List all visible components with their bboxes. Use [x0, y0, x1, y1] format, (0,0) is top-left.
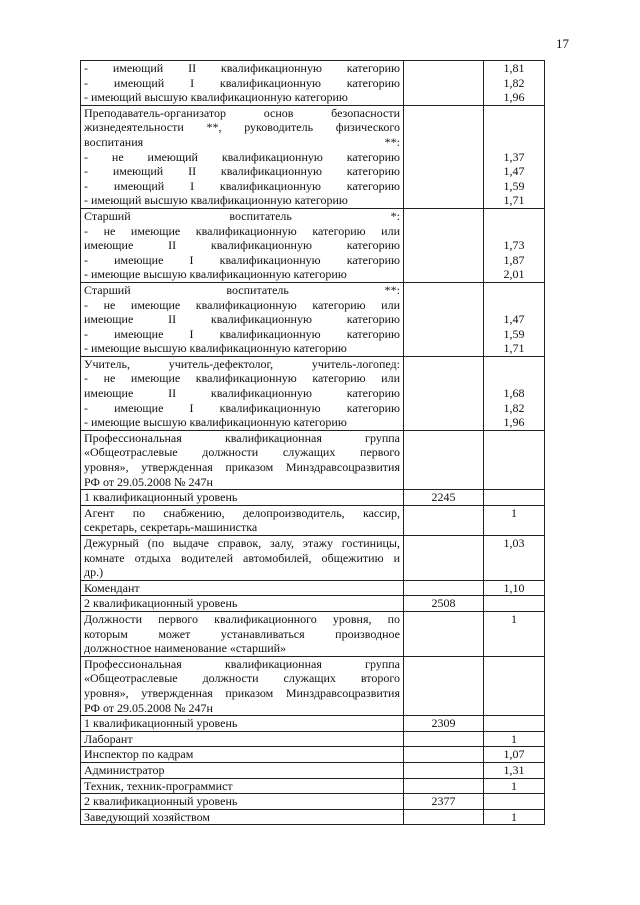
coefficient-value: 1	[511, 731, 517, 746]
coefficient-value: 1,03	[503, 536, 525, 550]
position-line: «Общеотраслевые должности служащих первого	[84, 445, 400, 460]
position-line: воспитания **:	[84, 134, 400, 149]
position-line: Профессиональная квалификационная группа	[84, 430, 400, 445]
position-line: РФ от 29.05.2008 № 247н	[84, 700, 213, 715]
salary-cell	[404, 731, 484, 747]
salary-cell	[404, 430, 484, 489]
salary-cell	[404, 762, 484, 778]
position-line: - имеющие высшую квалификационную категорию	[84, 341, 347, 356]
salary-cell	[404, 282, 484, 356]
position-line: имеющие II квалификационную категорию	[84, 386, 400, 401]
coefficient-value: 1,47	[503, 312, 525, 327]
position-line: «Общеотраслевые должности служащих второго	[84, 671, 400, 686]
table-row	[81, 611, 545, 656]
position-line: жизнедеятельности **, руководитель физического	[84, 120, 400, 135]
table-row	[81, 430, 545, 489]
coefficient-value: 1,82	[503, 400, 525, 415]
position-line: - имеющие высшую квалификационную категорию	[84, 267, 347, 282]
position-cell	[81, 794, 404, 810]
position-line: - не имеющие квалификационную категорию или	[84, 297, 400, 312]
position-line: - имеющий высшую квалификационную категорию	[84, 193, 348, 208]
position-line: имеющие II квалификационную категорию	[84, 238, 400, 253]
coefficient-value: 1	[511, 505, 517, 520]
position-line: - имеющие I квалификационную категорию	[84, 326, 400, 341]
coefficient-value: 2,01	[503, 267, 525, 282]
coefficient-value	[487, 357, 541, 372]
coefficient-value	[487, 283, 541, 298]
position-cell	[81, 430, 404, 489]
salary-cell	[404, 656, 484, 715]
position-line: - не имеющие квалификационную категорию или	[84, 223, 400, 238]
position-cell	[81, 809, 404, 825]
position-line: Учитель, учитель-дефектолог, учитель-логопед:	[84, 356, 400, 371]
salary-cell	[404, 778, 484, 794]
coefficient-cell	[484, 430, 545, 489]
coefficient-value	[487, 135, 541, 150]
coefficient-value: 1,10	[503, 580, 525, 595]
position-line: - имеющие I квалификационную категорию	[84, 252, 400, 267]
position-cell	[81, 778, 404, 794]
position-line: Старший воспитатель *:	[84, 208, 400, 223]
salary-cell: 2508	[404, 596, 484, 612]
coefficient-value: 1,59	[503, 326, 525, 341]
coefficient-value	[487, 371, 541, 386]
table-row	[81, 580, 545, 596]
coefficient-cell	[484, 656, 545, 715]
coefficient-value: 1,96	[503, 90, 525, 105]
table-row	[81, 282, 545, 356]
coefficient-cell	[484, 611, 545, 656]
coefficient-value: 1	[511, 809, 517, 824]
coefficient-cell	[484, 716, 545, 732]
page-number: 17	[556, 36, 569, 51]
position-cell	[81, 536, 404, 581]
salary-cell	[404, 61, 484, 106]
position-line: Должности первого квалификационного уровня, по	[84, 611, 400, 626]
salary-cell	[404, 747, 484, 763]
position-cell	[81, 656, 404, 715]
salary-cell: 2245	[404, 490, 484, 506]
coefficient-cell	[484, 105, 545, 208]
position-line: уровня», утвержденная приказом Минздравсоцразвития	[84, 460, 400, 475]
salary-cell	[404, 611, 484, 656]
coefficient-value: 1,31	[503, 762, 525, 777]
position-line: секретарь, секретарь-машинистка	[84, 520, 258, 535]
coefficient-cell	[484, 778, 545, 794]
coefficient-cell	[484, 809, 545, 825]
coefficient-value	[487, 224, 541, 239]
salary-cell	[404, 580, 484, 596]
salary-table	[80, 60, 545, 825]
position-cell	[81, 596, 404, 612]
position-line: - имеющий II квалификационную категорию	[84, 61, 400, 75]
salary-cell	[404, 505, 484, 535]
coefficient-value: 1,71	[503, 341, 525, 356]
position-cell	[81, 762, 404, 778]
position-cell	[81, 747, 404, 763]
position-cell	[81, 282, 404, 356]
coefficient-cell	[484, 596, 545, 612]
position-cell	[81, 505, 404, 535]
coefficient-value: 1,96	[503, 415, 525, 430]
position-line: Дежурный (по выдаче справок, залу, этажу гостиницы,	[84, 536, 400, 550]
coefficient-value: 1,68	[503, 386, 525, 401]
coefficient-value: 1,81	[503, 61, 525, 75]
coefficient-cell	[484, 282, 545, 356]
coefficient-cell	[484, 536, 545, 581]
coefficient-value	[487, 106, 541, 121]
position-line: Комендант	[84, 580, 140, 595]
salary-cell	[404, 208, 484, 282]
table-row	[81, 762, 545, 778]
position-line: - имеющий I квалификационную категорию	[84, 75, 400, 90]
coefficient-cell	[484, 794, 545, 810]
table-row	[81, 794, 545, 810]
table-row	[81, 656, 545, 715]
position-line: Администратор	[84, 762, 165, 777]
coefficient-cell	[484, 731, 545, 747]
position-line: - имеющий высшую квалификационную категорию	[84, 90, 348, 105]
position-cell	[81, 716, 404, 732]
coefficient-value: 1,71	[503, 193, 525, 208]
position-line: Техник, техник-программист	[84, 778, 233, 793]
position-line: - не имеющий квалификационную категорию	[84, 149, 400, 164]
table-row	[81, 536, 545, 581]
table-row	[81, 356, 545, 430]
coefficient-cell	[484, 747, 545, 763]
position-line: Инспектор по кадрам	[84, 747, 194, 762]
position-line: др.)	[84, 565, 104, 580]
coefficient-value	[487, 298, 541, 313]
position-line: 2 квалификационный уровень	[84, 794, 238, 809]
position-cell	[81, 580, 404, 596]
table-row	[81, 809, 545, 825]
coefficient-cell	[484, 580, 545, 596]
coefficient-cell	[484, 762, 545, 778]
position-line: Агент по снабжению, делопроизводитель, кассир,	[84, 505, 400, 520]
position-line: комнате отдыха водителей автомобилей, общежитию и	[84, 550, 400, 565]
coefficient-cell	[484, 208, 545, 282]
position-cell	[81, 105, 404, 208]
position-line: РФ от 29.05.2008 № 247н	[84, 474, 213, 489]
coefficient-value	[487, 209, 541, 224]
position-line: уровня», утвержденная приказом Минздравсоцразвития	[84, 685, 400, 700]
position-cell	[81, 490, 404, 506]
coefficient-value: 1	[511, 611, 517, 626]
position-cell	[81, 61, 404, 106]
coefficient-value: 1,87	[503, 252, 525, 267]
coefficient-value	[487, 120, 541, 135]
coefficient-value: 1,59	[503, 178, 525, 193]
table-row	[81, 61, 545, 106]
salary-table-body	[81, 61, 545, 825]
position-line: которым может устанавливаться производное	[84, 626, 400, 641]
position-line: Заведующий хозяйством	[84, 809, 210, 824]
position-line: - имеющий I квалификационную категорию	[84, 178, 400, 193]
position-line: - имеющий II квалификационную категорию	[84, 164, 400, 179]
coefficient-value: 1,07	[503, 747, 525, 762]
position-cell	[81, 356, 404, 430]
position-line: Лаборант	[84, 731, 133, 746]
position-line: имеющие II квалификационную категорию	[84, 312, 400, 327]
position-cell	[81, 731, 404, 747]
position-line: должностное наименование «старший»	[84, 641, 287, 656]
coefficient-cell	[484, 356, 545, 430]
coefficient-value: 1,37	[503, 149, 525, 164]
position-cell	[81, 208, 404, 282]
position-line: Старший воспитатель **:	[84, 282, 400, 297]
salary-cell	[404, 809, 484, 825]
salary-cell	[404, 105, 484, 208]
table-row	[81, 596, 545, 612]
position-line: - имеющие I квалификационную категорию	[84, 400, 400, 415]
position-line: Профессиональная квалификационная группа	[84, 656, 400, 671]
table-row	[81, 778, 545, 794]
position-cell	[81, 611, 404, 656]
coefficient-cell	[484, 505, 545, 535]
table-row	[81, 490, 545, 506]
position-line: Преподаватель-организатор основ безопасности	[84, 105, 400, 120]
table-row	[81, 731, 545, 747]
salary-cell	[404, 356, 484, 430]
position-line: - не имеющие квалификационную категорию или	[84, 371, 400, 386]
coefficient-value: 1,82	[503, 75, 525, 90]
position-line: - имеющие высшую квалификационную категорию	[84, 415, 347, 430]
table-row	[81, 208, 545, 282]
coefficient-cell	[484, 61, 545, 106]
coefficient-cell	[484, 490, 545, 506]
table-row	[81, 747, 545, 763]
salary-cell: 2309	[404, 716, 484, 732]
position-line: 1 квалификационный уровень	[84, 716, 238, 731]
salary-cell	[404, 536, 484, 581]
position-line: 2 квалификационный уровень	[84, 596, 238, 611]
position-line: 1 квалификационный уровень	[84, 490, 238, 505]
table-row	[81, 505, 545, 535]
coefficient-value: 1	[511, 778, 517, 793]
coefficient-value: 1,73	[503, 238, 525, 253]
coefficient-value: 1,47	[503, 164, 525, 179]
salary-cell: 2377	[404, 794, 484, 810]
table-row	[81, 105, 545, 208]
table-row	[81, 716, 545, 732]
